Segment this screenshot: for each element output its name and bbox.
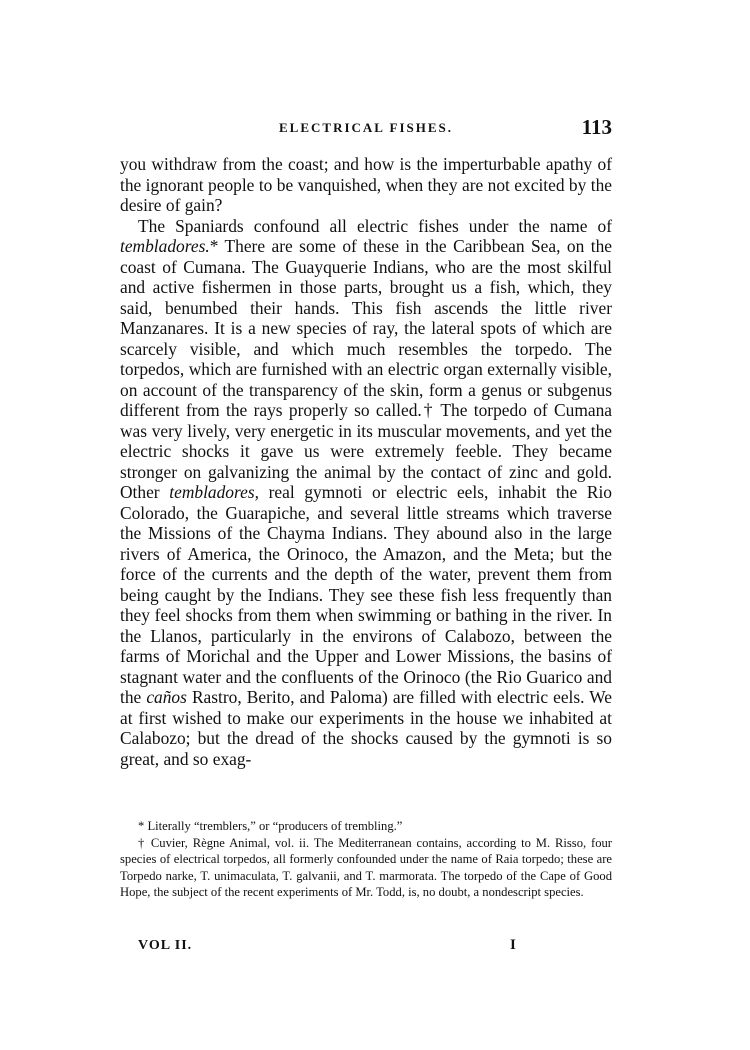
page-number: 113 [581, 115, 612, 139]
running-head [120, 115, 612, 141]
running-title: ELECTRICAL FISHES. [279, 120, 453, 135]
text-run: Rastro, Berito, and Paloma) are filled with electric eels. We at first wished to make our experiments in the house we inhabited at Calabozo; but the dread of the shocks caused by the gymnoti is so great, and so exag- [120, 687, 612, 769]
paragraph-tembladores [120, 216, 612, 770]
body-text [120, 154, 612, 769]
footnote-2: † Cuvier, Règne Animal, vol. ii. The Mediterranean contains, according to M. Risso, four species of electrical torpedos, all formerly confounded under the name of Raia torpedo; these are Torpedo narke, T. unimaculata, T. galvanii, and T. marmorata. The torpedo of the Cape of Good Hope, the subject of the recent experiments of Mr. Todd, is, no doubt, a nondescript species. [120, 835, 612, 899]
text-run: real gymnoti or electric eels, inhabit the Rio Colorado, the Guarapiche, and several little streams which traverse the Missions of the Chayma Indians. They abound also in the large rivers of America, the Orinoco, the Amazon, and the Meta; but the force of the currents and the depth of the water, prevent them from being caught by the Indians. They see these fish less frequently than they feel shocks from them when swimming or bathing in the river. In the Llanos, particularly in the environs of Calabozo, between the farms of Morichal and the Upper and Lower Missions, the basins of stagnant water and the confluents of the Orinoco (the Rio Guarico and the [120, 482, 612, 707]
footnote-1: * Literally “tremblers,” or “producers of trembling.” [138, 819, 403, 833]
footnotes [120, 818, 612, 901]
signature-line [138, 938, 538, 962]
paragraph-continued: you withdraw from the coast; and how is the imperturbable apathy of the ignorant people to be vanquished, when they are not excited by the desire of gain? [120, 154, 612, 215]
italic-term: tembladores, [169, 482, 259, 502]
italic-term: caños [146, 687, 187, 707]
text-run: * There are some of these in the Caribbean Sea, on the coast of Cumana. The Guayquerie Indians, who are the most skilful and active fishermen in those parts, brought us a fish, which, they said, benumbed their hands. This fish ascends the little river Manzanares. It is a new species of ray, the lateral spots of which are scarcely visible, and which much resembles the torpedo. The torpedos, which are furnished with an electric organ externally visible, on account of the transparency of the skin, form a genus or subgenus different from the rays properly so called.† The torpedo of Cumana was very lively, very energetic in its muscular movements, and yet the electric shocks it gave us were extremely feeble. They became stronger on galvanizing the animal by the contact of zinc and gold. Other [120, 236, 612, 502]
italic-term: tembladores. [120, 236, 210, 256]
volume-label: VOL II. [138, 938, 193, 953]
signature-mark: I [510, 937, 516, 953]
text-run: The Spaniards confound all electric fishes under the name of [138, 215, 612, 236]
